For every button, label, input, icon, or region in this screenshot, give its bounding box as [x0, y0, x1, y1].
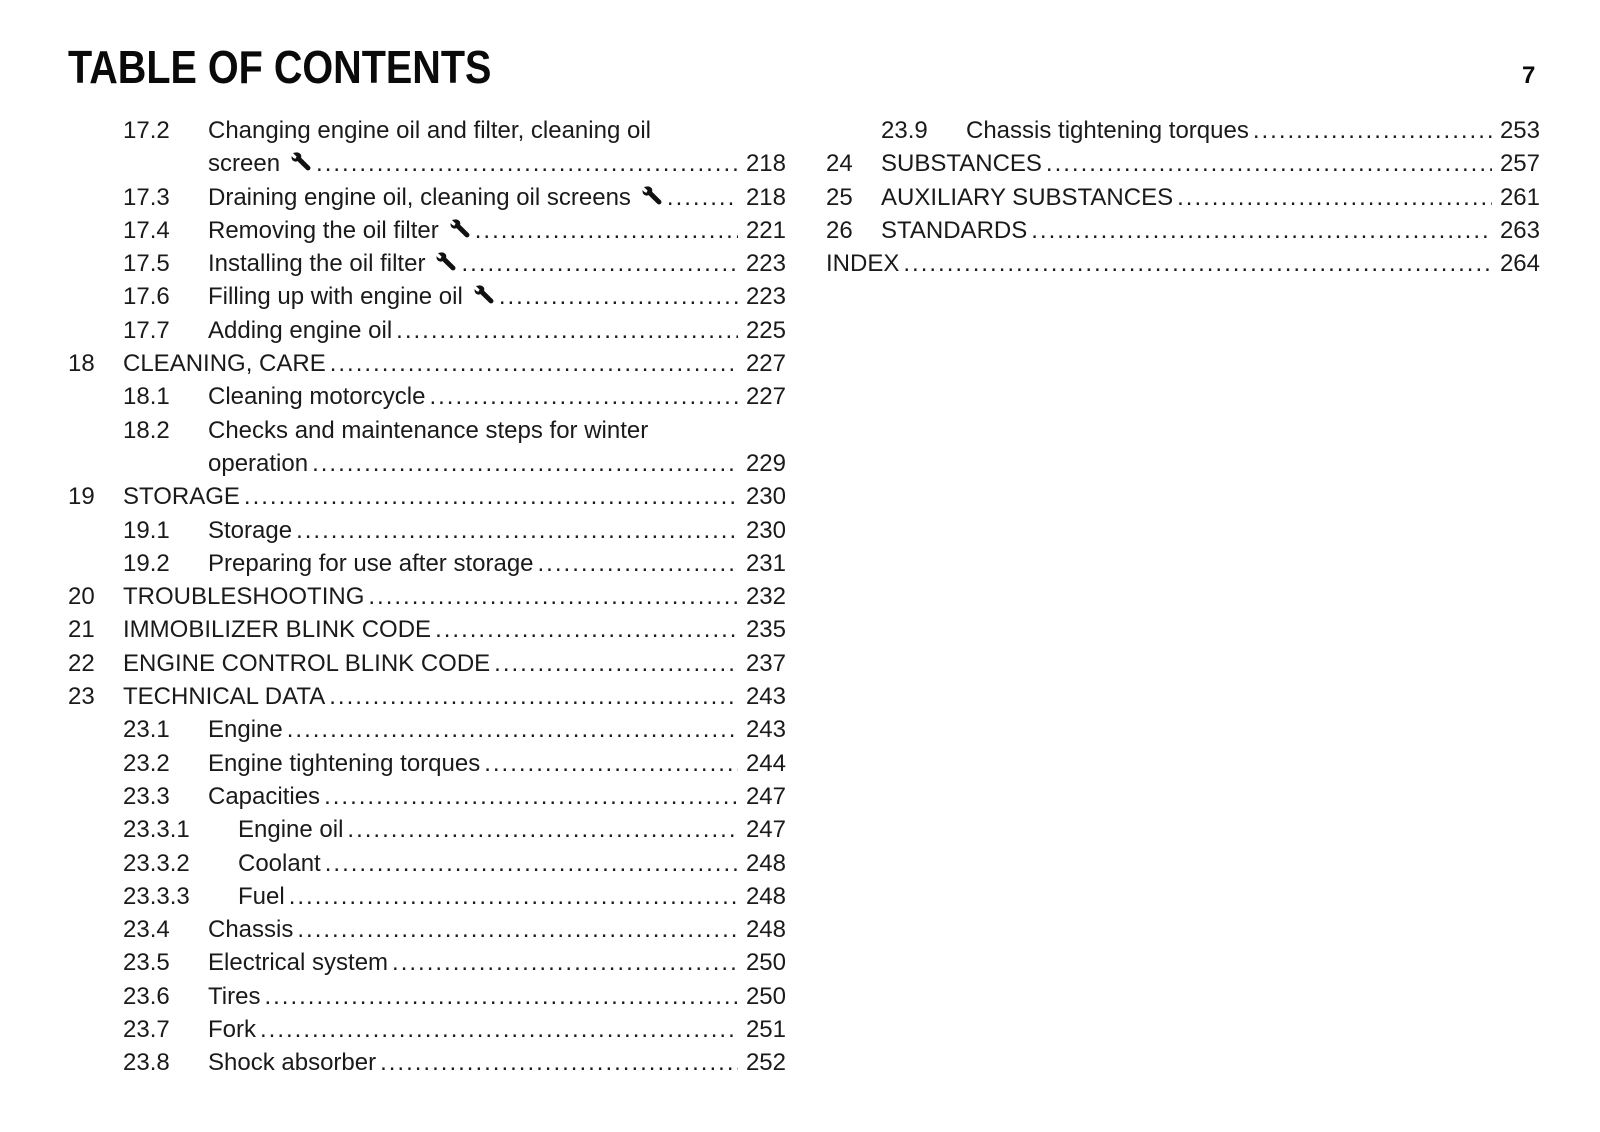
dot-leader [538, 547, 738, 580]
wrench-icon [435, 249, 457, 271]
section-number: 23.3.1 [123, 816, 190, 844]
entry-title-text: INDEX [826, 250, 900, 278]
entry-title-text: Preparing for use after storage [208, 549, 534, 577]
entry-title-text: Engine oil [238, 816, 344, 844]
section-number: 23.3.2 [123, 849, 190, 877]
entry-text [208, 913, 786, 946]
entry-title [881, 214, 1027, 247]
toc-entry-17-4[interactable] [68, 214, 786, 247]
entry-text [208, 980, 786, 1013]
toc-entry-23-3-2[interactable] [68, 847, 786, 880]
entry-text [123, 647, 786, 680]
toc-entry-index[interactable] [826, 247, 1540, 280]
entry-text [208, 214, 786, 247]
section-number: 23.3 [123, 782, 170, 810]
entry-title-text: Shock absorber [208, 1049, 377, 1077]
toc-entry-23-9[interactable] [826, 114, 1540, 147]
section-number: 18 [68, 350, 95, 378]
section-number: 24 [826, 150, 853, 178]
dot-leader [429, 380, 738, 413]
page-ref: 230 [745, 483, 786, 511]
entry-text [123, 480, 786, 513]
entry-text [238, 813, 786, 846]
toc-entry-23-3-1[interactable] [68, 813, 786, 846]
dot-leader [287, 713, 738, 746]
page-ref: 252 [745, 1049, 786, 1077]
entry-text [826, 247, 1540, 280]
entry-title [966, 114, 1249, 147]
entry-text [208, 1046, 786, 1079]
entry-title [208, 1046, 376, 1079]
entry-title-text: TROUBLESHOOTING [123, 583, 365, 611]
section-number: 23.6 [123, 982, 170, 1010]
page-ref: 223 [745, 250, 786, 278]
dot-leader [297, 913, 738, 946]
page-ref: 225 [745, 316, 786, 344]
entry-text [123, 580, 786, 613]
toc-entry-17-7[interactable] [68, 314, 786, 347]
entry-title-text: STANDARDS [881, 216, 1028, 244]
entry-text [238, 880, 786, 913]
page-ref: 235 [745, 616, 786, 644]
section-number: 23.1 [123, 716, 170, 744]
entry-title-text: Coolant [238, 849, 321, 877]
entry-text [208, 514, 786, 547]
wrench-icon [449, 216, 471, 238]
wrench-icon [473, 282, 495, 304]
entry-title [208, 713, 283, 746]
entry-title-text: SUBSTANCES [881, 150, 1042, 178]
entry-title [208, 1013, 256, 1046]
entry-title [826, 247, 899, 280]
page-ref: 250 [745, 949, 786, 977]
dot-leader [484, 747, 738, 780]
section-number: 19.1 [123, 516, 170, 544]
section-number: 23.4 [123, 916, 170, 944]
dot-leader [324, 780, 738, 813]
entry-title [123, 680, 325, 713]
entry-title-text: screen [208, 150, 281, 178]
dot-leader [296, 514, 738, 547]
section-number: 23 [68, 683, 95, 711]
entry-title-text: IMMOBILIZER BLINK CODE [123, 616, 432, 644]
toc-entry-17-5[interactable] [68, 247, 786, 280]
entry-title [123, 580, 364, 613]
section-number: 19.2 [123, 549, 170, 577]
entry-title-text: Fuel [238, 882, 285, 910]
entry-title [208, 547, 534, 580]
entry-title [123, 647, 490, 680]
entry-title [208, 514, 292, 547]
entry-text [208, 713, 786, 746]
toc-entry-23-2[interactable] [68, 747, 786, 780]
toc-entry-22[interactable] [68, 647, 786, 680]
dot-leader [499, 280, 738, 313]
page-ref: 223 [745, 283, 786, 311]
page-ref: 227 [745, 383, 786, 411]
entry-text [208, 414, 786, 481]
toc-entry-23-6[interactable] [68, 980, 786, 1013]
toc-entry-17-3[interactable] [68, 181, 786, 214]
page-ref: 227 [745, 350, 786, 378]
entry-text [208, 247, 786, 280]
entry-text [238, 847, 786, 880]
toc-entry-17-6[interactable] [68, 280, 786, 313]
toc-entry-23[interactable] [68, 680, 786, 713]
toc-entry-18-1[interactable] [68, 380, 786, 413]
entry-title [208, 747, 480, 780]
entry-title-text: ENGINE CONTROL BLINK CODE [123, 649, 491, 677]
entry-title-text: Draining engine oil, cleaning oil screens [208, 183, 631, 211]
entry-title [208, 913, 293, 946]
section-number: 17.4 [123, 216, 170, 244]
toc-entry-23-4[interactable] [68, 913, 786, 946]
section-number: 25 [826, 183, 853, 211]
entry-title-text: operation [208, 449, 309, 477]
entry-title-text: Chassis tightening torques [966, 117, 1249, 144]
toc-right-column [826, 114, 1540, 280]
entry-text [208, 114, 786, 181]
page-ref: 253 [1499, 117, 1540, 144]
toc-entry-24[interactable] [826, 147, 1540, 180]
toc-entry-20[interactable] [68, 580, 786, 613]
entry-title [238, 847, 321, 880]
dot-leader [244, 480, 738, 513]
dot-leader [316, 147, 738, 180]
toc-entry-23-7[interactable] [68, 1013, 786, 1046]
entry-title-text: Removing the oil filter [208, 216, 439, 244]
toc-left-column [68, 114, 786, 1080]
entry-text [881, 147, 1540, 180]
entry-text [208, 747, 786, 780]
section-number: 17.6 [123, 283, 170, 311]
entry-title-text: Capacities [208, 782, 321, 810]
entry-text [208, 181, 786, 214]
entry-title [208, 214, 471, 247]
section-number: 17.5 [123, 250, 170, 278]
dot-leader [461, 247, 738, 280]
dot-leader [1177, 181, 1492, 214]
entry-title-text: AUXILIARY SUBSTANCES [881, 183, 1174, 211]
page-ref: 237 [745, 649, 786, 677]
dot-leader [312, 447, 738, 480]
page-ref: 250 [745, 982, 786, 1010]
dot-leader [380, 1046, 738, 1079]
entry-title-line1: Checks and maintenance steps for winter [208, 416, 649, 444]
entry-text [881, 181, 1540, 214]
section-number: 17.3 [123, 183, 170, 211]
page-ref: 248 [745, 916, 786, 944]
page-title: TABLE OF CONTENTS [68, 41, 492, 93]
entry-text [208, 314, 786, 347]
section-number: 19 [68, 483, 95, 511]
entry-title-text: Cleaning motorcycle [208, 383, 426, 411]
entry-text [208, 280, 786, 313]
page-ref: 264 [1499, 250, 1540, 278]
section-number: 23.2 [123, 749, 170, 777]
entry-title-text: Chassis [208, 916, 294, 944]
section-number: 23.3.3 [123, 882, 190, 910]
entry-title-text: CLEANING, CARE [123, 350, 326, 378]
page-ref: 243 [745, 716, 786, 744]
entry-title-line1: Changing engine oil and filter, cleaning oil [208, 117, 651, 144]
page-ref: 229 [745, 449, 786, 477]
entry-title [238, 880, 285, 913]
entry-title [208, 181, 663, 214]
toc-entry-23-3-3[interactable] [68, 880, 786, 913]
page-number: 7 [1522, 62, 1536, 89]
page-ref: 221 [745, 216, 786, 244]
entry-title [123, 480, 240, 513]
dot-leader [264, 980, 738, 1013]
section-number: 21 [68, 616, 95, 644]
entry-title [881, 147, 1042, 180]
toc-entry-18[interactable] [68, 347, 786, 380]
toc-entry-18-2[interactable] [68, 414, 786, 481]
entry-title-text: STORAGE [123, 483, 240, 511]
section-number: 23.7 [123, 1016, 170, 1044]
entry-title [208, 247, 457, 280]
page-ref: 261 [1499, 183, 1540, 211]
entry-title-text: TECHNICAL DATA [123, 683, 326, 711]
entry-title [123, 347, 326, 380]
page-ref: 231 [745, 549, 786, 577]
page-ref: 257 [1499, 150, 1540, 178]
page-ref: 232 [745, 583, 786, 611]
dot-leader [494, 647, 738, 680]
dot-leader [475, 214, 738, 247]
dot-leader [667, 181, 738, 214]
entry-text [123, 680, 786, 713]
toc-entry-23-3[interactable] [68, 780, 786, 813]
page-ref: 247 [745, 782, 786, 810]
toc-entry-25[interactable] [826, 181, 1540, 214]
entry-title [208, 980, 260, 1013]
page-ref: 247 [745, 816, 786, 844]
entry-title [208, 380, 425, 413]
toc-entry-19-2[interactable] [68, 547, 786, 580]
entry-title-text: Installing the oil filter [208, 250, 426, 278]
toc-entry-23-1[interactable] [68, 713, 786, 746]
entry-text [966, 114, 1540, 147]
page-ref: 243 [745, 683, 786, 711]
entry-title-text: Electrical system [208, 949, 389, 977]
toc-entry-17-2[interactable] [68, 114, 786, 181]
page-ref: 218 [745, 150, 786, 178]
section-number: 17.2 [123, 117, 170, 144]
dot-leader [392, 946, 738, 979]
entry-title [238, 813, 343, 846]
dot-leader [435, 613, 738, 646]
entry-title [208, 280, 495, 313]
toc-entry-19-1[interactable] [68, 514, 786, 547]
section-number: 17.7 [123, 316, 170, 344]
section-number: 23.8 [123, 1049, 170, 1077]
entry-title [208, 780, 320, 813]
toc-entry-26[interactable] [826, 214, 1540, 247]
toc-entry-21[interactable] [68, 613, 786, 646]
section-number: 26 [826, 216, 853, 244]
dot-leader [325, 847, 738, 880]
page-ref: 218 [745, 183, 786, 211]
section-number: 20 [68, 583, 95, 611]
page-ref: 230 [745, 516, 786, 544]
toc-entry-23-8[interactable] [68, 1046, 786, 1079]
entry-title [881, 181, 1173, 214]
dot-leader [289, 880, 738, 913]
entry-title [208, 147, 312, 180]
dot-leader [329, 680, 738, 713]
entry-text [208, 547, 786, 580]
entry-title-text: Engine [208, 716, 283, 744]
entry-title [123, 613, 431, 646]
dot-leader [1253, 114, 1492, 147]
page-ref: 248 [745, 849, 786, 877]
dot-leader [330, 347, 738, 380]
page-ref: 263 [1499, 216, 1540, 244]
entry-title [208, 946, 388, 979]
entry-text [208, 1013, 786, 1046]
page-ref: 244 [745, 749, 786, 777]
entry-text [208, 946, 786, 979]
page-ref: 248 [745, 882, 786, 910]
entry-title [208, 447, 308, 480]
section-number: 18.1 [123, 383, 170, 411]
entry-text [123, 613, 786, 646]
entry-text [123, 347, 786, 380]
dot-leader [903, 247, 1492, 280]
dot-leader [1031, 214, 1492, 247]
section-number: 22 [68, 649, 95, 677]
wrench-icon [641, 183, 663, 205]
dot-leader [396, 314, 738, 347]
dot-leader [347, 813, 738, 846]
dot-leader [368, 580, 738, 613]
wrench-icon [290, 149, 312, 171]
toc-entry-23-5[interactable] [68, 946, 786, 979]
dot-leader [1046, 147, 1492, 180]
entry-title-text: Filling up with engine oil [208, 283, 463, 311]
entry-title-text: Fork [208, 1016, 256, 1044]
entry-title [208, 314, 392, 347]
entry-title-text: Tires [208, 982, 261, 1010]
entry-title-text: Engine tightening torques [208, 749, 481, 777]
toc-entry-19[interactable] [68, 480, 786, 513]
section-number: 23.9 [881, 117, 928, 144]
entry-text [208, 780, 786, 813]
page-ref: 251 [745, 1016, 786, 1044]
entry-title-text: Adding engine oil [208, 316, 393, 344]
section-number: 23.5 [123, 949, 170, 977]
entry-text [208, 380, 786, 413]
section-number: 18.2 [123, 416, 170, 444]
entry-title-text: Storage [208, 516, 293, 544]
entry-text [881, 214, 1540, 247]
dot-leader [260, 1013, 738, 1046]
